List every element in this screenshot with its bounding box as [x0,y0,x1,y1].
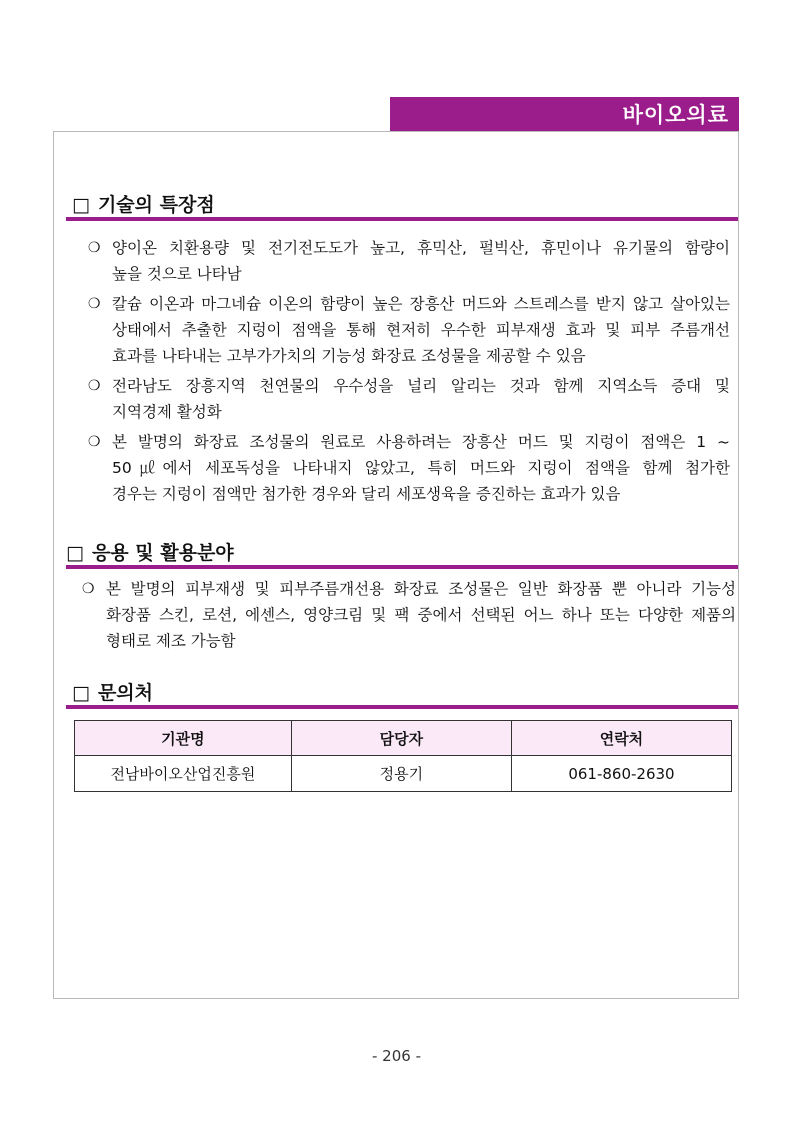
list-item-line: 형태로 제조 가능함 [106,632,236,650]
person-cell: 정용기 [291,756,511,792]
list-item-line: 50㎕에서 세포독성을 나타내지 않았고, 특히 머드와 지렁이 점액을 함께 첨가한 [112,459,730,477]
circle-bullet-icon: ❍ [82,581,95,597]
table-header-row [75,721,732,756]
section-title-features: □ 기술의 특장점 [72,194,215,216]
category-tag-label: 바이오의료 [622,103,729,127]
page-number: - 206 - [372,1047,421,1065]
list-item-line: 효과를 나타내는 고부가가치의 기능성 화장료 조성물을 제공할 수 있음 [112,347,586,365]
checkbox-square-icon: □ [72,682,90,704]
section-title-contact: □ 문의처 [72,682,154,704]
list-item-line: 상태에서 추출한 지렁이 점액을 통해 현저히 우수한 피부재생 효과 및 피부 주름개선 [112,321,731,339]
contact-table [74,720,732,792]
circle-bullet-icon: ❍ [88,296,101,312]
list-item-line: 본 발명의 화장료 조성물의 원료로 사용하려는 장흥산 머드 및 지렁이 점액은 1 ~ [112,433,730,451]
organization-cell: 전남바이오산업진흥원 [75,756,292,792]
category-tag [390,97,739,131]
column-header-phone: 연락처 [511,721,731,756]
section-rule [66,217,738,221]
section-title-applications: □ 응용 및 활용분야 [66,542,234,564]
list-item-line: 양이온 치환용량 및 전기전도도가 높고, 휴믹산, 펄빅산, 휴민이나 유기물의 함량이 [112,239,730,257]
section-rule [66,705,738,709]
table-row [75,756,732,792]
circle-bullet-icon: ❍ [88,240,101,256]
list-item-line: 높을 것으로 나타남 [112,265,242,283]
column-header-organization: 기관명 [75,721,292,756]
section-rule [66,565,738,569]
list-item-line: 본 발명의 피부재생 및 피부주름개선용 화장료 조성물은 일반 화장품 뿐 아니라 기능성 [106,580,736,598]
list-item-line: 화장품 스킨, 로션, 에센스, 영양크림 및 팩 중에서 선택된 어느 하나 또는 다양한 제품의 [106,606,736,624]
phone-cell: 061-860-2630 [511,756,731,792]
circle-bullet-icon: ❍ [88,434,101,450]
list-item-line: 경우는 지렁이 점액만 첨가한 경우와 달리 세포생육을 증진하는 효과가 있음 [112,485,621,503]
list-item-line: 전라남도 장흥지역 천연물의 우수성을 널리 알리는 것과 함께 지역소득 증대 및 [112,377,730,395]
checkbox-square-icon: □ [66,542,84,564]
circle-bullet-icon: ❍ [88,378,101,394]
column-header-person: 담당자 [291,721,511,756]
list-item-line: 칼슘 이온과 마그네슘 이온의 함량이 높은 장흥산 머드와 스트레스를 받지 않고 살아있는 [112,295,730,313]
checkbox-square-icon: □ [72,194,90,216]
list-item-line: 지역경제 활성화 [112,403,222,421]
